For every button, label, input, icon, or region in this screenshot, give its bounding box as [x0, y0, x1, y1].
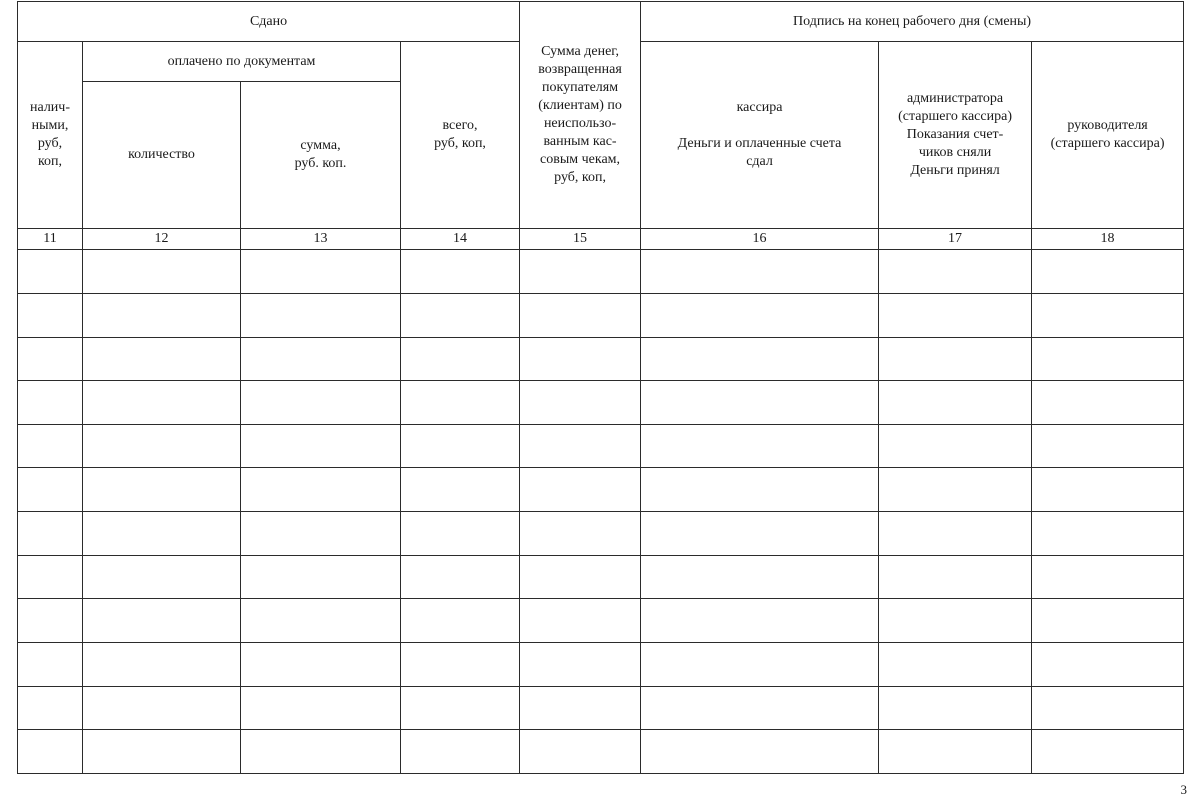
header-amount: сумма, руб. коп. — [241, 82, 401, 229]
table-cell[interactable] — [520, 512, 641, 556]
table-cell[interactable] — [401, 293, 520, 337]
table-cell[interactable] — [641, 512, 879, 556]
table-cell[interactable] — [83, 686, 241, 730]
table-cell[interactable] — [401, 555, 520, 599]
table-cell[interactable] — [401, 512, 520, 556]
header-sdano: Сдано — [18, 2, 520, 42]
table-cell[interactable] — [1032, 424, 1184, 468]
table-cell[interactable] — [401, 337, 520, 381]
table-cell[interactable] — [520, 293, 641, 337]
table-cell[interactable] — [18, 293, 83, 337]
table-cell[interactable] — [83, 293, 241, 337]
column-number: 15 — [520, 229, 641, 250]
table-cell[interactable] — [18, 599, 83, 643]
table-cell[interactable] — [879, 293, 1032, 337]
table-cell[interactable] — [641, 424, 879, 468]
column-number: 11 — [18, 229, 83, 250]
table-cell[interactable] — [18, 555, 83, 599]
table-cell[interactable] — [83, 730, 241, 774]
table-cell[interactable] — [1032, 686, 1184, 730]
table-cell[interactable] — [241, 424, 401, 468]
table-cell[interactable] — [83, 512, 241, 556]
table-cell[interactable] — [241, 381, 401, 425]
table-cell[interactable] — [641, 643, 879, 687]
table-cell[interactable] — [520, 250, 641, 294]
table-cell[interactable] — [401, 643, 520, 687]
column-number: 14 — [401, 229, 520, 250]
table-row — [18, 643, 1184, 687]
table-cell[interactable] — [879, 337, 1032, 381]
table-cell[interactable] — [241, 512, 401, 556]
table-cell[interactable] — [401, 599, 520, 643]
column-number: 13 — [241, 229, 401, 250]
column-number: 18 — [1032, 229, 1184, 250]
table-cell[interactable] — [641, 555, 879, 599]
column-number-row — [18, 229, 1184, 250]
table-cell[interactable] — [241, 686, 401, 730]
table-cell[interactable] — [1032, 381, 1184, 425]
table-cell[interactable] — [879, 686, 1032, 730]
table-cell[interactable] — [641, 293, 879, 337]
table-cell[interactable] — [641, 730, 879, 774]
table-cell[interactable] — [879, 381, 1032, 425]
table-row — [18, 599, 1184, 643]
table-row — [18, 337, 1184, 381]
table-cell[interactable] — [83, 250, 241, 294]
table-cell[interactable] — [241, 468, 401, 512]
table-cell[interactable] — [18, 512, 83, 556]
table-cell[interactable] — [18, 337, 83, 381]
table-cell[interactable] — [879, 730, 1032, 774]
table-cell[interactable] — [879, 599, 1032, 643]
table-cell[interactable] — [241, 730, 401, 774]
table-row — [18, 730, 1184, 774]
table-row — [18, 686, 1184, 730]
table-cell[interactable] — [1032, 599, 1184, 643]
table-cell[interactable] — [641, 686, 879, 730]
table-row — [18, 293, 1184, 337]
header-cashier: кассира Деньги и оплаченные счета сдал — [641, 42, 879, 229]
table-cell[interactable] — [18, 381, 83, 425]
table-cell[interactable] — [241, 293, 401, 337]
page-number: 3 — [1180, 782, 1187, 797]
header-signature: Подпись на конец рабочего дня (смены) — [641, 2, 1184, 42]
table-cell[interactable] — [401, 424, 520, 468]
table-cell[interactable] — [641, 250, 879, 294]
table-cell[interactable] — [1032, 730, 1184, 774]
table-cell[interactable] — [83, 381, 241, 425]
table-row — [18, 512, 1184, 556]
table-cell[interactable] — [18, 730, 83, 774]
table-cell[interactable] — [520, 643, 641, 687]
table-cell[interactable] — [401, 250, 520, 294]
table-cell[interactable] — [879, 424, 1032, 468]
table-cell[interactable] — [241, 643, 401, 687]
table-cell[interactable] — [241, 599, 401, 643]
table-cell[interactable] — [18, 424, 83, 468]
table-cell[interactable] — [1032, 512, 1184, 556]
table-cell[interactable] — [18, 250, 83, 294]
table-cell[interactable] — [879, 512, 1032, 556]
table-cell[interactable] — [520, 468, 641, 512]
table-cell[interactable] — [879, 643, 1032, 687]
cash-journal-table — [17, 1, 1184, 774]
table-cell[interactable] — [520, 555, 641, 599]
table-cell[interactable] — [241, 555, 401, 599]
table-cell[interactable] — [520, 381, 641, 425]
table-cell[interactable] — [18, 686, 83, 730]
table-cell[interactable] — [18, 468, 83, 512]
header-cash: налич- ными, руб, коп, — [18, 42, 83, 229]
table-cell[interactable] — [1032, 468, 1184, 512]
table-cell[interactable] — [641, 381, 879, 425]
table-cell[interactable] — [241, 337, 401, 381]
table-cell[interactable] — [879, 250, 1032, 294]
header-manager: руководителя (старшего кассира) — [1032, 42, 1184, 229]
table-cell[interactable] — [83, 643, 241, 687]
table-row — [18, 250, 1184, 294]
table-cell[interactable] — [1032, 337, 1184, 381]
table-cell[interactable] — [83, 599, 241, 643]
column-number: 12 — [83, 229, 241, 250]
table-row — [18, 468, 1184, 512]
table-cell[interactable] — [879, 468, 1032, 512]
table-row — [18, 555, 1184, 599]
table-cell[interactable] — [401, 686, 520, 730]
table-cell[interactable] — [641, 468, 879, 512]
table-cell[interactable] — [1032, 555, 1184, 599]
table-cell[interactable] — [83, 424, 241, 468]
table-row — [18, 424, 1184, 468]
table-cell[interactable] — [641, 599, 879, 643]
header-total: всего, руб, коп, — [401, 42, 520, 229]
table-cell[interactable] — [1032, 250, 1184, 294]
table-cell[interactable] — [520, 337, 641, 381]
header-returned-sum: Сумма денег, возвращенная покупателям (клиентам) по неиспользо- ванным кас- совым чекам, руб, коп, — [520, 2, 641, 229]
table-cell[interactable] — [83, 468, 241, 512]
table-cell[interactable] — [241, 250, 401, 294]
header-quantity: количество — [83, 82, 241, 229]
table-cell[interactable] — [520, 686, 641, 730]
table-row — [18, 381, 1184, 425]
header-paid-by-documents: оплачено по документам — [83, 42, 401, 82]
column-number: 16 — [641, 229, 879, 250]
table-cell[interactable] — [879, 555, 1032, 599]
header-administrator: администратора (старшего кассира) Показания счет- чиков сняли Деньги принял — [879, 42, 1032, 229]
column-number: 17 — [879, 229, 1032, 250]
table-cell[interactable] — [1032, 293, 1184, 337]
table-cell[interactable] — [401, 381, 520, 425]
table-cell[interactable] — [1032, 643, 1184, 687]
table-cell[interactable] — [83, 337, 241, 381]
table-cell[interactable] — [520, 599, 641, 643]
table-cell[interactable] — [641, 337, 879, 381]
table-cell[interactable] — [83, 555, 241, 599]
table-cell[interactable] — [520, 424, 641, 468]
table-cell[interactable] — [401, 730, 520, 774]
table-cell[interactable] — [18, 643, 83, 687]
table-cell[interactable] — [520, 730, 641, 774]
table-cell[interactable] — [401, 468, 520, 512]
